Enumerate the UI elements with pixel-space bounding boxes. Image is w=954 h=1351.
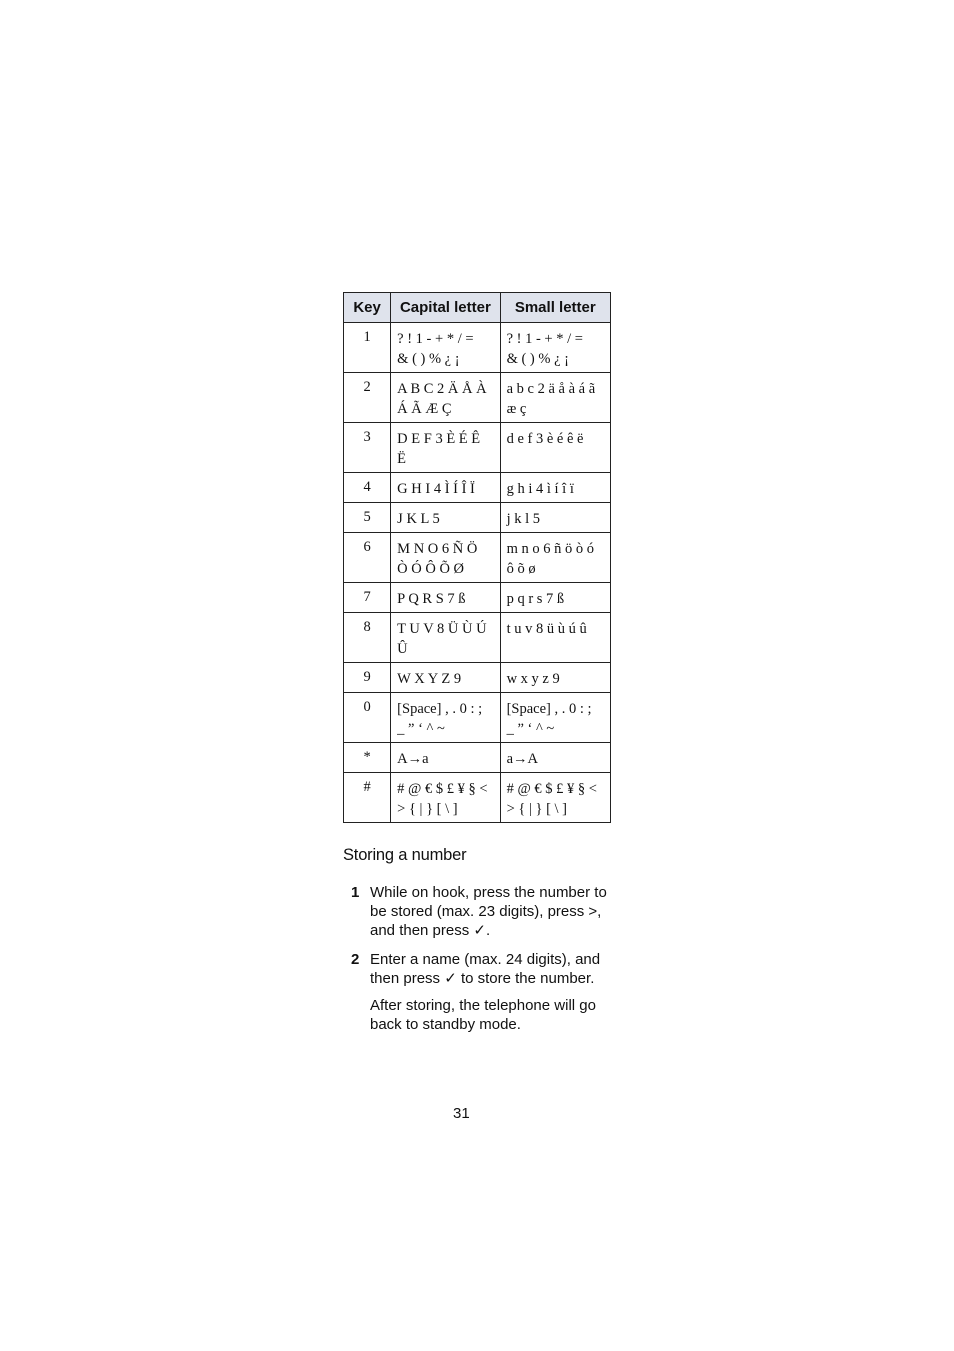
small-letter-cell <box>500 663 610 693</box>
capital-letter-line: [Space] , . 0 : ; <box>397 701 483 717</box>
table-row <box>344 323 611 373</box>
section-title: Storing a number <box>343 846 467 864</box>
step-number: 1 <box>351 884 360 901</box>
table-row <box>344 473 611 503</box>
small-letter-line: j k l 5 <box>506 511 541 527</box>
header-small-letter: Small letter <box>500 293 610 323</box>
header-key: Key <box>344 293 391 323</box>
small-letter-cell <box>500 613 610 663</box>
step-number: 2 <box>351 951 360 968</box>
small-letter-cell <box>500 583 610 613</box>
small-letter-cell <box>500 373 610 423</box>
table-row <box>344 663 611 693</box>
key-cell: 1 <box>344 323 391 373</box>
small-letter-cell <box>500 743 610 773</box>
key-cell: 0 <box>344 693 391 743</box>
key-cell: * <box>344 743 391 773</box>
small-letter-line: p q r s 7 ß <box>506 591 565 607</box>
capital-letter-line: Á Ã Æ Ç <box>397 401 452 417</box>
capital-letter-line: P Q R S 7 ß <box>397 591 466 607</box>
small-letter-cell <box>500 773 610 823</box>
table-header-row <box>344 293 611 323</box>
small-letter-line: w x y z 9 <box>506 671 560 687</box>
small-letter-line: d e f 3 è é ê ë <box>506 431 584 447</box>
table-row <box>344 533 611 583</box>
capital-letter-cell <box>391 693 500 743</box>
small-letter-line: [Space] , . 0 : ; <box>506 701 592 717</box>
small-letter-cell <box>500 533 610 583</box>
step-item <box>351 950 613 1034</box>
table-row <box>344 613 611 663</box>
small-letter-line: a→A <box>506 751 538 767</box>
table-row <box>344 583 611 613</box>
capital-letter-line: Ë <box>397 451 407 467</box>
table-row <box>344 503 611 533</box>
small-letter-cell <box>500 423 610 473</box>
small-letter-line: > { | } [ \ ] <box>506 801 568 817</box>
small-letter-cell <box>500 473 610 503</box>
small-letter-line: m n o 6 ñ ö ò ó <box>506 541 594 557</box>
capital-letter-line: G H I 4 Ì Í Î Ï <box>397 481 475 497</box>
small-letter-line: g h i 4 ì í î ï <box>506 481 574 497</box>
small-letter-line: _ ” ‘ ^ ~ <box>506 721 555 737</box>
capital-letter-cell <box>391 423 500 473</box>
capital-letter-line: A→a <box>397 751 429 767</box>
step-list <box>351 883 613 1044</box>
capital-letter-cell <box>391 373 500 423</box>
small-letter-line: # @ € $ £ ¥ § < <box>506 781 597 797</box>
capital-letter-cell <box>391 473 500 503</box>
step-text: Enter a name (max. 24 digits), and then press ✓ to store the number. <box>370 951 601 987</box>
small-letter-line: ? ! 1 - + * / = <box>506 331 583 347</box>
capital-letter-cell <box>391 533 500 583</box>
capital-letter-cell <box>391 503 500 533</box>
capital-letter-line: J K L 5 <box>397 511 440 527</box>
small-letter-cell <box>500 503 610 533</box>
step-item <box>351 883 613 940</box>
key-cell: 2 <box>344 373 391 423</box>
small-letter-line: ô õ ø <box>506 561 536 577</box>
capital-letter-line: & ( ) % ¿ ¡ <box>397 351 460 367</box>
small-letter-cell <box>500 693 610 743</box>
table-row <box>344 743 611 773</box>
capital-letter-cell <box>391 583 500 613</box>
page-number: 31 <box>453 1105 470 1122</box>
character-table <box>343 292 611 823</box>
table-row <box>344 423 611 473</box>
capital-letter-line: D E F 3 È É Ê <box>397 431 481 447</box>
key-cell: 3 <box>344 423 391 473</box>
capital-letter-line: Û <box>397 641 408 657</box>
key-cell: 9 <box>344 663 391 693</box>
table-body <box>344 323 611 823</box>
small-letter-line: æ ç <box>506 401 527 417</box>
key-cell: # <box>344 773 391 823</box>
small-letter-line: a b c 2 ä å à á ã <box>506 381 596 397</box>
capital-letter-line: T U V 8 Ü Ù Ú <box>397 621 487 637</box>
capital-letter-line: ? ! 1 - + * / = <box>397 331 474 347</box>
capital-letter-line: M N O 6 Ñ Ö <box>397 541 478 557</box>
key-cell: 7 <box>344 583 391 613</box>
key-cell: 6 <box>344 533 391 583</box>
capital-letter-cell <box>391 323 500 373</box>
table-row <box>344 373 611 423</box>
key-cell: 5 <box>344 503 391 533</box>
capital-letter-cell <box>391 773 500 823</box>
capital-letter-cell <box>391 743 500 773</box>
key-cell: 4 <box>344 473 391 503</box>
capital-letter-cell <box>391 613 500 663</box>
step-note: After storing, the telephone will go back to standby mode. <box>370 997 596 1033</box>
table-row <box>344 773 611 823</box>
capital-letter-line: A B C 2 Ä Å À <box>397 381 487 397</box>
capital-letter-line: W X Y Z 9 <box>397 671 462 687</box>
capital-letter-line: Ò Ó Ô Õ Ø <box>397 561 465 577</box>
capital-letter-line: > { | } [ \ ] <box>397 801 458 817</box>
small-letter-cell <box>500 323 610 373</box>
step-text: While on hook, press the number to be stored (max. 23 digits), press >, and then press ✓. <box>370 884 607 939</box>
capital-letter-cell <box>391 663 500 693</box>
header-capital-letter: Capital letter <box>391 293 500 323</box>
small-letter-line: & ( ) % ¿ ¡ <box>506 351 569 367</box>
key-cell: 8 <box>344 613 391 663</box>
small-letter-line: t u v 8 ü ù ú û <box>506 621 587 637</box>
capital-letter-line: # @ € $ £ ¥ § < <box>397 781 488 797</box>
table-row <box>344 693 611 743</box>
capital-letter-line: _ ” ‘ ^ ~ <box>397 721 445 737</box>
